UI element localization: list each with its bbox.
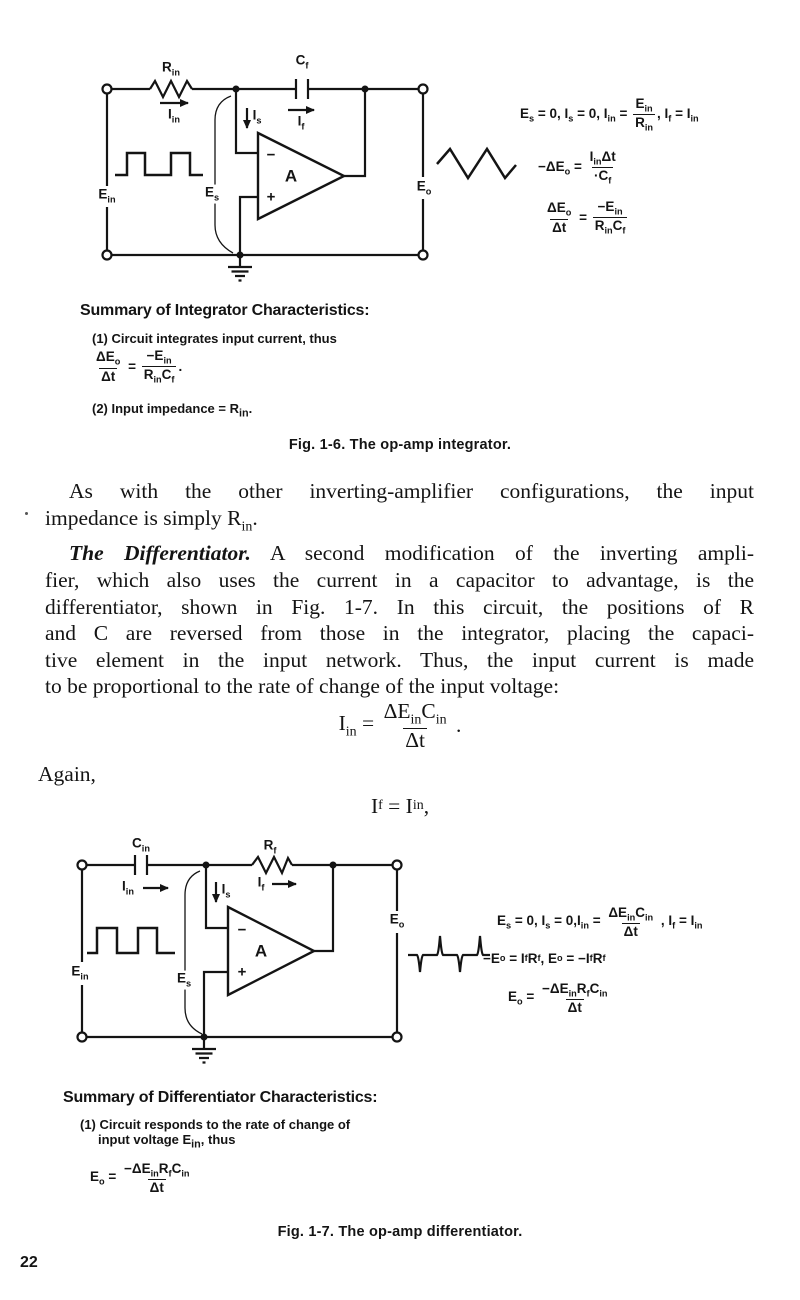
differentiator-equation-2: −E o = I f R f , E o = −I f R f bbox=[483, 951, 606, 966]
body-text-line: The Differentiator. A second modification of the inverting ampli- bbox=[69, 541, 755, 566]
terminal-circles bbox=[103, 85, 428, 260]
body-text-line: and C are reversed from those in the integrator, placing the capaci- bbox=[45, 621, 754, 646]
opamp-triangle bbox=[228, 907, 314, 995]
opamp-plus-input: + bbox=[266, 188, 276, 206]
ground-symbol bbox=[192, 1037, 216, 1063]
label-c-in: $C_{in}$ bbox=[132, 835, 150, 854]
equation-input-current: $I_{in}$ = $\frac{\Delta E_{in}C_{in}}{\Delta t}$ . bbox=[338, 699, 462, 752]
es-bracket bbox=[185, 871, 202, 1034]
resistor-rf bbox=[252, 857, 292, 873]
integrator-equation-2: $-\Delta E_o$ = $\frac{I_{in}\Delta t}{\cdot C_f}$ bbox=[538, 149, 616, 186]
label-e-o: $E_o$ bbox=[416, 178, 432, 197]
capacitor-cf bbox=[296, 79, 308, 99]
label-e-o: $E_o$ bbox=[389, 911, 405, 930]
output-wire bbox=[344, 89, 365, 176]
opamp-minus-input: − bbox=[266, 146, 276, 164]
integrator-equation-3: $\frac{\Delta E_o}{\Delta t}$ = $\frac{-E_{in}}{R_{in}C_f}$ bbox=[547, 199, 626, 236]
figure-1-7-caption: Fig. 1-7. The op-amp differentiator. bbox=[277, 1224, 523, 1240]
again-text: Again, bbox=[38, 762, 96, 786]
label-e-s: $E_s$ bbox=[176, 970, 192, 989]
label-i-f: $I_f$ bbox=[297, 113, 305, 132]
label-i-s: $I_s$ bbox=[252, 107, 262, 126]
differentiator-summary-title: Summary of Differentiator Characteristics: bbox=[63, 1089, 378, 1106]
body-text-line: fier, which also uses the current in a capacitor to advantage, is the bbox=[45, 568, 754, 593]
output-wire bbox=[314, 865, 333, 951]
page-number: 22 bbox=[20, 1254, 38, 1271]
resistor-rin bbox=[150, 81, 192, 97]
label-r-f: $R_f$ bbox=[263, 837, 277, 856]
integrator-equation-1: $E_s = 0$, $I_s = 0$, $I_{in}$ = $\frac{E_{in}}{R_{in}}$ , $I_f = I_{in}$ bbox=[520, 96, 699, 133]
differentiator-equation-1: $E_s = 0$, $I_s = 0,I_{in}$ = $\frac{\Delta E_{in}C_{in}}{\Delta t}$ , $I_f = I_{in}$ bbox=[497, 905, 703, 940]
integrator-summary-item-2: (2) Input impedance = $R_{in}$. bbox=[92, 401, 253, 420]
integrator-summary-title: Summary of Integrator Characteristics: bbox=[80, 302, 370, 319]
output-triangle-wave-icon bbox=[437, 149, 516, 178]
output-spike-wave-icon bbox=[408, 936, 490, 972]
figure-1-6-caption: Fig. 1-6. The op-amp integrator. bbox=[288, 437, 512, 453]
body-text-line: As with the other inverting-amplifier configurations, the input bbox=[69, 479, 754, 503]
label-e-s: $E_s$ bbox=[204, 184, 220, 203]
differentiator-summary-formula: $E_o$ = $\frac{-\Delta E_{in}R_fC_{in}}{\Delta t}$ bbox=[90, 1161, 190, 1196]
capacitor-cin bbox=[135, 855, 147, 875]
print-artifact-dot bbox=[25, 512, 28, 515]
noninverting-input-wire bbox=[240, 197, 258, 255]
noninverting-input-wire bbox=[204, 972, 228, 1037]
input-square-wave-icon bbox=[115, 153, 203, 175]
input-square-wave-icon bbox=[87, 928, 175, 953]
body-text-line: impedance is simply $R_{in}$. bbox=[45, 505, 258, 534]
label-i-s: $I_s$ bbox=[221, 881, 231, 900]
integrator-summary-item-1: (1) Circuit integrates input current, thus bbox=[92, 331, 337, 346]
differentiator-summary-item-1: (1) Circuit responds to the rate of change of bbox=[80, 1117, 351, 1132]
opamp-gain-label: A bbox=[254, 941, 268, 961]
label-i-f: $I_f$ bbox=[257, 874, 265, 893]
body-text-line: differentiator, shown in Fig. 1-7. In this circuit, the positions of R bbox=[45, 594, 754, 619]
label-c-f: $C_f$ bbox=[295, 52, 309, 71]
body-text bbox=[45, 478, 754, 700]
es-bracket bbox=[215, 96, 233, 253]
ground-symbol bbox=[228, 255, 252, 281]
body-text-line: to be proportional to the rate of change of the input voltage: bbox=[45, 674, 560, 699]
differentiator-equation-3: $E_o$ = $\frac{-\Delta E_{in}R_fC_{in}}{\Delta t}$ bbox=[508, 981, 608, 1016]
opamp-minus-input: − bbox=[237, 921, 247, 939]
label-r-in: $R_{in}$ bbox=[162, 59, 180, 78]
body-text-line: tive element in the input network. Thus, the input current is made bbox=[45, 647, 754, 672]
label-i-in: $I_{in}$ bbox=[122, 878, 134, 897]
label-e-in: $E_{in}$ bbox=[71, 963, 89, 982]
label-e-in: $E_{in}$ bbox=[98, 186, 116, 205]
equation-feedback-current: I f = I in , bbox=[370, 794, 430, 818]
opamp-plus-input: + bbox=[237, 963, 247, 981]
opamp-gain-label: A bbox=[284, 166, 298, 186]
label-i-in: $I_{in}$ bbox=[168, 106, 180, 125]
integrator-summary-formula: $\frac{\Delta E_o}{\Delta t}$ = $\frac{-E_{in}}{R_{in}C_f}$ . bbox=[96, 348, 183, 385]
differentiator-circuit-diagram bbox=[55, 835, 515, 1075]
differentiator-summary-item-2: input voltage $E_{in}$, thus bbox=[98, 1132, 236, 1151]
